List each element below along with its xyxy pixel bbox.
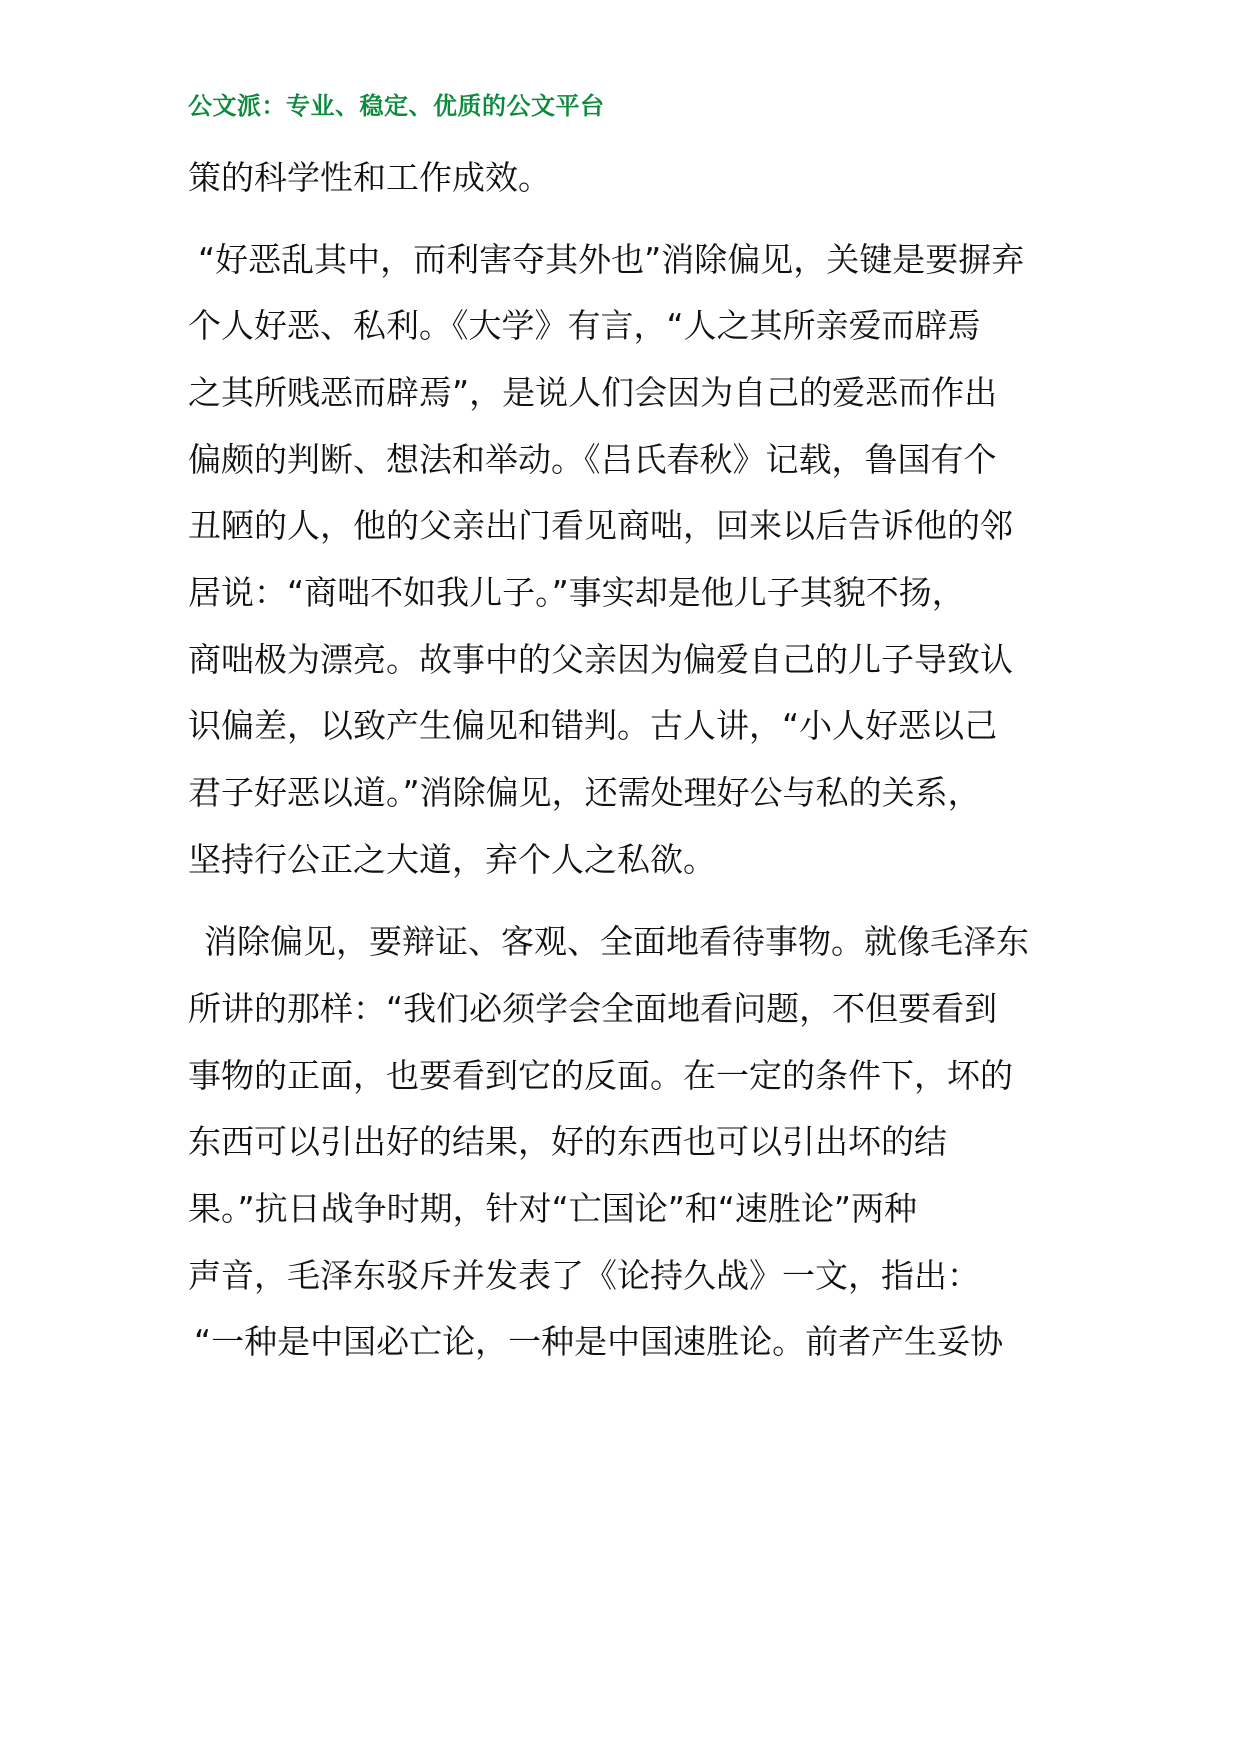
text-line: 事物的正面，也要看到它的反面。在一定的条件下，坏的: [188, 1056, 1013, 1095]
text-line: 君子好恶以道。”消除偏见，还需处理好公与私的关系，: [188, 773, 981, 812]
text-line: 识偏差，以致产生偏见和错判。古人讲，“小人好恶以己: [188, 706, 998, 745]
text-line: 商咄极为漂亮。故事中的父亲因为偏爱自己的儿子导致认: [188, 640, 1013, 679]
text-line: 坚持行公正之大道，弃个人之私欲。: [188, 840, 716, 879]
text-line: 声音，毛泽东驳斥并发表了《论持久战》一文，指出：: [188, 1256, 980, 1295]
text-line: 策的科学性和工作成效。: [188, 158, 551, 197]
text-line: 丑陋的人，他的父亲出门看见商咄，回来以后告诉他的邻: [188, 506, 1013, 545]
text-line: 东西可以引出好的结果，好的东西也可以引出坏的结: [188, 1122, 947, 1161]
text-line: “好恶乱其中，而利害夺其外也”消除偏见，关键是要摒弃: [198, 240, 1025, 279]
text-line: 果。”抗日战争时期，针对“亡国论”和“速胜论”两种: [188, 1189, 917, 1228]
page-header-banner: 公文派：专业、稳定、优质的公文平台: [188, 92, 605, 120]
text-line: “一种是中国必亡论，一种是中国速胜论。前者产生妥协: [194, 1322, 1004, 1361]
text-line: 居说：“商咄不如我儿子。”事实却是他儿子其貌不扬，: [188, 573, 965, 612]
text-line: 个人好恶、私利。《大学》有言，“人之其所亲爱而辟焉: [188, 306, 981, 345]
text-line: 消除偏见，要辩证、客观、全面地看待事物。就像毛泽东: [204, 922, 1029, 961]
text-line: 偏颇的判断、想法和举动。《吕氏春秋》记载，鲁国有个: [188, 440, 997, 479]
text-line: 之其所贱恶而辟焉”，是说人们会因为自己的爱恶而作出: [188, 373, 998, 412]
text-line: 所讲的那样：“我们必须学会全面地看问题，不但要看到: [188, 989, 998, 1028]
